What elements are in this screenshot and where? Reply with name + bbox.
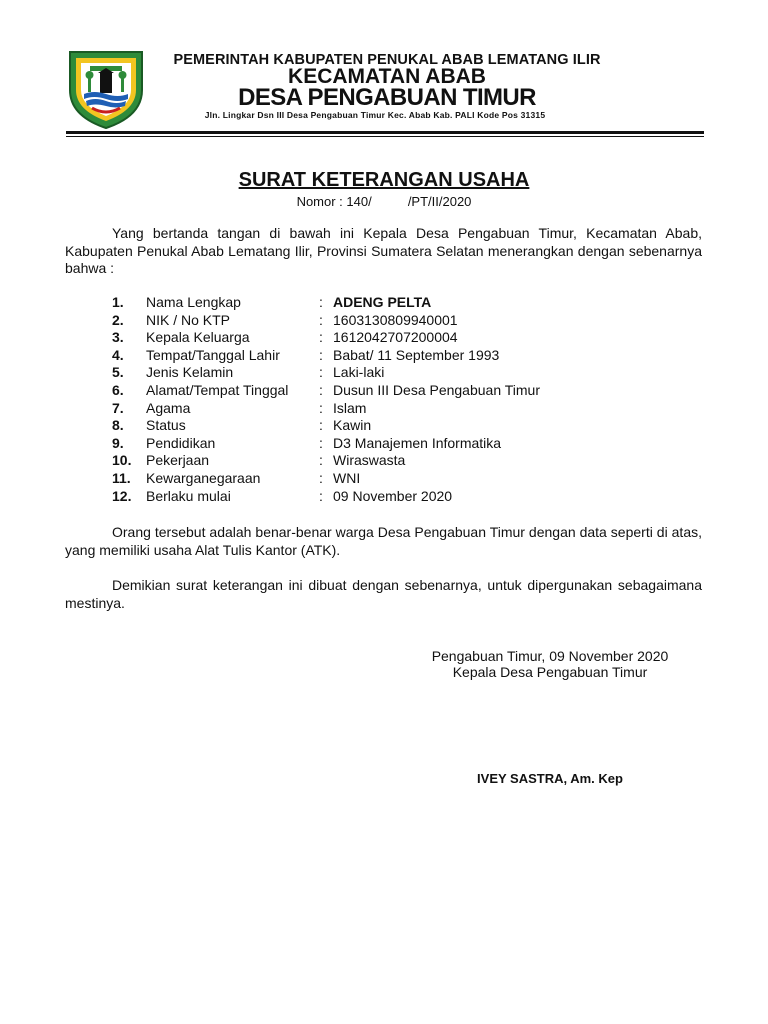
header-village-name: DESA PENGABUAN TIMUR [238, 84, 536, 111]
item-number: 6. [112, 381, 124, 398]
item-number: 7. [112, 399, 124, 416]
list-item [112, 417, 702, 435]
signatory-name: IVEY SASTRA, Am. Kep [477, 771, 623, 786]
item-colon: : [319, 434, 323, 451]
list-item [112, 452, 702, 470]
item-number: 10. [112, 452, 132, 469]
header-divider-thick [66, 131, 704, 134]
item-colon: : [319, 417, 323, 434]
item-value: 1612042707200004 [333, 329, 458, 346]
item-colon: : [319, 346, 323, 363]
item-value: Dusun III Desa Pengabuan Timur [333, 381, 541, 398]
list-item [112, 312, 702, 330]
item-label: Nama Lengkap [146, 294, 241, 310]
signature-role: Kepala Desa Pengabuan Timur [452, 664, 648, 680]
list-item [112, 435, 702, 453]
list-item [112, 347, 702, 365]
item-colon: : [319, 329, 323, 346]
list-item [112, 382, 702, 400]
item-number: 11. [112, 469, 131, 486]
item-label: Alamat/Tempat Tinggal [146, 381, 289, 398]
list-item [112, 294, 702, 312]
item-value: ADENG PELTA [333, 294, 432, 310]
item-number: 12. [112, 487, 132, 504]
header-district-name: KECAMATAN ABAB [288, 65, 486, 88]
letter-title: SURAT KETERANGAN USAHA [238, 169, 530, 191]
item-colon: : [319, 311, 323, 328]
item-number: 5. [112, 364, 124, 381]
item-value: D3 Manajemen Informatika [333, 434, 502, 451]
item-colon: : [319, 399, 323, 416]
item-number: 8. [112, 417, 124, 434]
item-value: Wiraswasta [333, 452, 406, 469]
item-value: WNI [333, 469, 361, 486]
item-label: Agama [146, 399, 191, 416]
item-value: Kawin [333, 417, 372, 434]
item-label: Berlaku mulai [146, 487, 231, 504]
item-number: 2. [112, 311, 124, 328]
item-value: Babat/ 11 September 1993 [333, 346, 500, 363]
item-label: NIK / No KTP [146, 311, 231, 328]
signature-place-date: Pengabuan Timur, 09 November 2020 [431, 648, 669, 664]
item-colon: : [319, 381, 323, 398]
item-label: Pendidikan [146, 434, 216, 451]
statement-paragraph: Orang tersebut adalah benar-benar warga Desa Pengabuan Timur dengan data seperti di atas, yang memiliki usaha Alat Tulis Kantor (ATK). [65, 524, 702, 558]
item-colon: : [319, 364, 323, 381]
intro-paragraph: Yang bertanda tangan di bawah ini Kepala Desa Pengabuan Timur, Kecamatan Abab, Kabupaten Penukal Abab Lematang Ilir, Provinsi Sumatera Selatan menerangkan dengan sebenarnya bahwa : [65, 225, 702, 276]
item-number: 1. [112, 294, 124, 310]
list-item [112, 488, 702, 506]
item-label: Tempat/Tanggal Lahir [146, 346, 280, 363]
regency-emblem-icon [64, 46, 148, 130]
list-item [112, 364, 702, 382]
item-colon: : [319, 487, 323, 504]
item-label: Jenis Kelamin [146, 364, 234, 381]
item-value: Laki-laki [333, 364, 385, 381]
item-number: 4. [112, 346, 124, 363]
letter-number: Nomor : 140/ /PT/II/2020 [296, 194, 472, 209]
item-number: 9. [112, 434, 124, 451]
item-value: Islam [333, 399, 367, 416]
item-value: 1603130809940001 [333, 311, 458, 328]
list-item [112, 470, 702, 488]
list-item [112, 400, 702, 418]
list-item [112, 329, 702, 347]
header-government-name: PEMERINTAH KABUPATEN PENUKAL ABAB LEMATANG ILIR [173, 52, 601, 68]
identity-data-list [112, 294, 702, 505]
item-label: Kepala Keluarga [146, 329, 250, 346]
item-value: 09 November 2020 [333, 487, 453, 504]
item-label: Status [146, 417, 186, 434]
item-colon: : [319, 294, 323, 310]
closing-paragraph: Demikian surat keterangan ini dibuat dengan sebenarnya, untuk dipergunakan sebagaimana mestinya. [65, 577, 702, 611]
header-address: Jln. Lingkar Dsn III Desa Pengabuan Timur Kec. Abab Kab. PALI Kode Pos 31315 [204, 110, 546, 120]
item-colon: : [319, 452, 323, 469]
item-label: Kewarganegaraan [146, 469, 261, 486]
item-label: Pekerjaan [146, 452, 210, 469]
item-colon: : [319, 469, 323, 486]
header-divider-thin [66, 136, 704, 137]
item-number: 3. [112, 329, 124, 346]
